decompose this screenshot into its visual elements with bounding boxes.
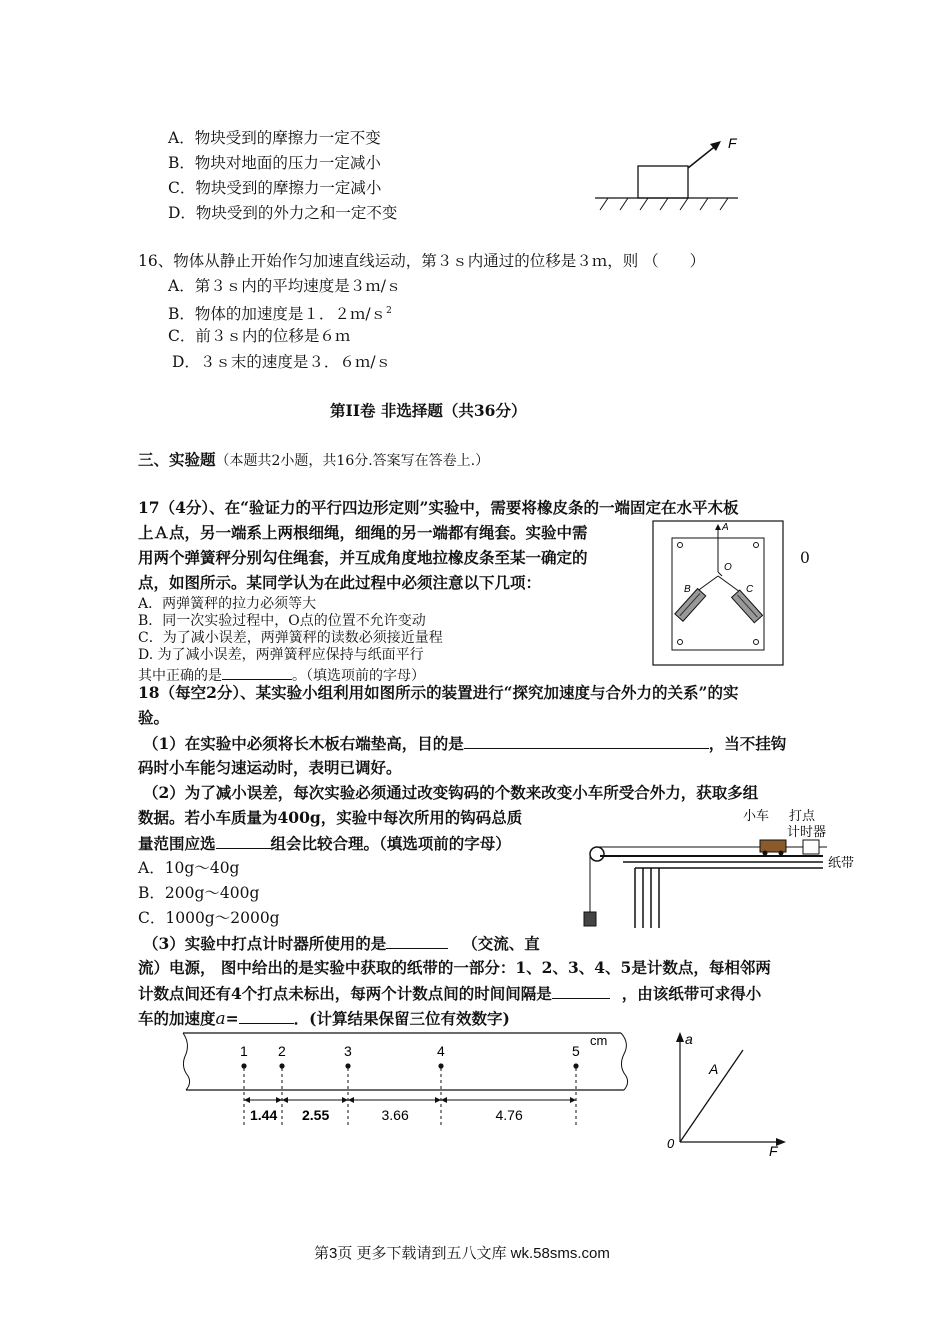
- q18-blank-2: [216, 833, 271, 849]
- q18-blank-5: [239, 1008, 294, 1024]
- paper-tape-figure: [178, 1028, 638, 1128]
- q16-option-c: C．前３ｓ内的位移是６ｍ: [168, 327, 351, 345]
- tape-point-label: 4: [437, 1043, 445, 1059]
- q15-option-c: C．物块受到的摩擦力一定减小: [168, 179, 382, 197]
- a-f-graph: [665, 1030, 795, 1158]
- point-a-label: A: [722, 522, 729, 533]
- q17-line2: 上Ａ点，另一端系上两根细绳，细绳的另一端都有绳套。实验中需: [138, 523, 588, 542]
- q18-blank-3: [386, 933, 448, 949]
- tape-label: 纸带: [828, 855, 855, 870]
- tape-gap-label: 2.55: [302, 1107, 330, 1123]
- point-o-label: O: [724, 562, 732, 573]
- section3-heading: 三、实验题（本题共2小题，共16分.答案写在答卷上.）: [138, 450, 490, 469]
- tape-gap-label: 1.44: [250, 1107, 278, 1123]
- apparatus-figure: [575, 800, 865, 940]
- force-label: F: [728, 135, 737, 151]
- q17-line4: 点，如图所示。某同学认为在此过程中必须注意以下几项：: [138, 573, 542, 592]
- q17-line3: 用两个弹簧秤分别勾住绳套，并互成角度地拉橡皮条至某一确定的: [138, 548, 588, 567]
- tape-point-label: 5: [572, 1043, 580, 1059]
- q18-blank-4: [552, 983, 610, 999]
- y-axis-label: a: [685, 1031, 693, 1047]
- q16-option-d: D．３ｓ末的速度是３．６ｍ/ｓ: [172, 353, 392, 371]
- q18-part2-line1: （2）为了减小误差，每次实验必须通过改变钩码的个数来改变小车所受合外力，获取多组: [143, 783, 759, 802]
- q17-option-c: C．为了减小误差，两弹簧秤的读数必须接近量程: [138, 630, 443, 646]
- q18-part2-line3: 量范围应选 组会比较合理。（填选项前的字母）: [138, 834, 511, 853]
- parallelogram-rule-figure: [652, 520, 784, 666]
- timer-label-1: 打点: [789, 808, 816, 823]
- q17-option-d: D. 为了减小误差，两弹簧秤应保持与纸面平行: [138, 647, 424, 663]
- q18-part2-line2: 数据。若小车质量为400g，实验中每次所用的钩码总质: [138, 808, 523, 827]
- spring-b-label: B: [684, 584, 691, 595]
- q15-option-b: B．物块对地面的压力一定减小: [168, 154, 381, 172]
- q16-stem: 16、物体从静止开始作匀加速直线运动，第３ｓ内通过的位移是３ｍ，则 （ ）: [138, 252, 706, 270]
- block: [638, 166, 688, 198]
- q18-part3-line2: 流）电源， 图中给出的是实验中获取的纸带的一部分：1、2、3、4、5是计数点，每相邻两: [138, 958, 771, 977]
- q18-blank-1: [464, 733, 709, 749]
- q18-part3-line3: 计数点间还有4个打点未标出，每两个计数点间的时间间隔是 ，由该纸带可求得小: [138, 984, 762, 1003]
- cart-label: 小车: [743, 808, 770, 823]
- tape-point: [573, 1063, 578, 1068]
- x-axis-label: F: [769, 1143, 778, 1158]
- q16-option-b: B．物体的加速度是１．２ｍ/ｓ$^2$: [168, 305, 392, 324]
- q17-option-a: A．两弹簧秤的拉力必须等大: [138, 596, 317, 612]
- q18-line1: 18（每空2分）、某实验小组利用如图所示的装置进行“探究加速度与合外力的关系”的实: [138, 683, 739, 702]
- line-label: A: [709, 1061, 719, 1077]
- q18-part1-line2: 码时小车能匀速运动时，表明已调好。: [138, 758, 402, 777]
- spring-c-label: C: [746, 584, 754, 595]
- tape-gap-label: 3.66: [381, 1107, 409, 1123]
- tape-point-label: 3: [344, 1043, 352, 1059]
- section-title: 第II卷 非选择题（共36分）: [330, 401, 527, 420]
- timer-label-2: 计时器: [787, 824, 827, 839]
- q18-part1: （1）在实验中必须将长木板右端垫高，目的是 ，当不挂钩: [143, 734, 787, 753]
- tape-point-label: 1: [240, 1043, 248, 1059]
- origin-label: 0: [667, 1136, 675, 1151]
- q18-line1b: 验。: [138, 708, 170, 727]
- q15-option-a: A．物块受到的摩擦力一定不变: [168, 129, 381, 147]
- q18-option-b: B．200g～400g: [138, 884, 260, 902]
- cart: [760, 840, 786, 852]
- tape-point: [241, 1063, 246, 1068]
- tape-point: [279, 1063, 284, 1068]
- tape-point-label: 2: [278, 1043, 286, 1059]
- q17-side-label: 0: [800, 549, 810, 567]
- q18-option-c: C．1000g～2000g: [138, 909, 280, 927]
- timer: [803, 840, 819, 854]
- page-footer: 第3页 更多下载请到五八文库 wk.58sms.com: [314, 1245, 610, 1262]
- block-force-figure: [590, 128, 750, 218]
- tape-unit: cm: [590, 1033, 608, 1048]
- q18-part3-line4: 车的加速度a= ．(计算结果保留三位有效数字): [138, 1009, 510, 1029]
- q17-answer-line: 其中正确的是 。（填选项前的字母）: [138, 664, 425, 685]
- q16-option-a: A．第３ｓ内的平均速度是３ｍ/ｓ: [168, 277, 402, 295]
- q17-option-b: B．同一次实验过程中，O点的位置不允许变动: [138, 613, 426, 629]
- q17-blank: [222, 664, 292, 680]
- tape-gap-label: 4.76: [495, 1107, 523, 1123]
- tape-point: [345, 1063, 350, 1068]
- q17-line1: 17（4分）、在“验证力的平行四边形定则”实验中，需要将橡皮条的一端固定在水平木板: [138, 498, 739, 517]
- q18-part3-line1: （3）实验中打点计时器所使用的是 （交流、直: [143, 934, 540, 953]
- q15-option-d: D．物块受到的外力之和一定不变: [168, 204, 398, 222]
- q18-option-a: A．10g～40g: [138, 859, 240, 877]
- hook-weight: [584, 912, 596, 926]
- tape-point: [438, 1063, 443, 1068]
